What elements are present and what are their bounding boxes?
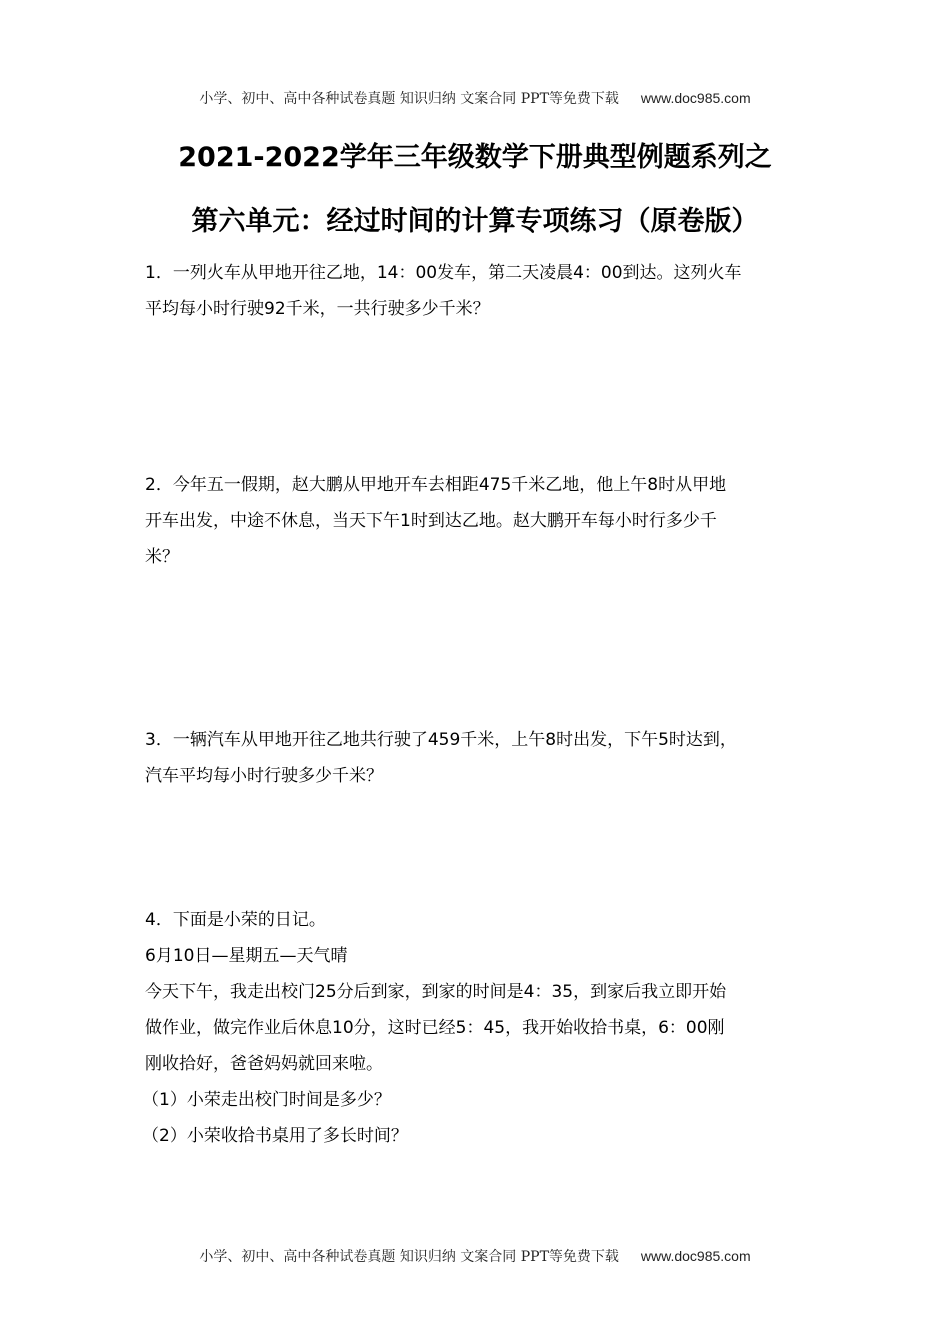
question-1 [145,255,815,327]
diary-date: 6月10日—星期五—天气晴 [145,946,348,966]
diary-line1: 今天下午，我走出校门25分后到家，到家的时间是4：35，到家后我立即开始 [145,982,727,1002]
question-2-line3: 米？ [145,547,179,567]
question-4 [142,902,815,1154]
question-3 [145,722,815,794]
diary-line2: 做作业，做完作业后休息10分，这时已经5：45，我开始收拾书桌，6：00刚 [145,1018,725,1038]
question-2-line1: 2．今年五一假期，赵大鹏从甲地开车去相距475千米乙地，他上午8时从甲地 [145,475,727,495]
question-4-sub2: （2）小荣收拾书桌用了多长时间？ [142,1126,408,1146]
document-title-line2: 第六单元：经过时间的计算专项练习（原卷版） [191,206,759,237]
document-title-line1: 2021-2022学年三年级数学下册典型例题系列之 [178,142,772,173]
question-3-line1: 3．一辆汽车从甲地开往乙地共行驶了459千米，上午8时出发，下午5时达到， [145,730,737,750]
question-2-line2: 开车出发，中途不休息，当天下午1时到达乙地。赵大鹏开车每小时行多少千 [145,511,717,531]
question-1-line1: 1．一列火车从甲地开往乙地，14：00发车，第二天凌晨4：00到达。这列火车 [145,263,742,283]
question-2 [145,467,815,575]
question-4-line1: 4．下面是小荣的日记。 [145,910,326,930]
question-3-line2: 汽车平均每小时行驶多少千米？ [145,766,383,786]
question-1-line2: 平均每小时行驶92千米，一共行驶多少千米？ [145,299,490,319]
header-text: 小学、初中、高中各种试卷真题 知识归纳 文案合同 PPT等免费下载 [199,91,619,107]
page-footer [0,1246,950,1266]
diary-line3: 刚收拾好，爸爸妈妈就回来啦。 [145,1054,383,1074]
page-header [0,88,950,108]
header-site-link[interactable]: www.doc985.com [640,90,751,106]
footer-site-link[interactable]: www.doc985.com [640,1248,751,1264]
footer-text: 小学、初中、高中各种试卷真题 知识归纳 文案合同 PPT等免费下载 [199,1249,619,1265]
question-4-sub1: （1）小荣走出校门时间是多少？ [142,1090,391,1110]
